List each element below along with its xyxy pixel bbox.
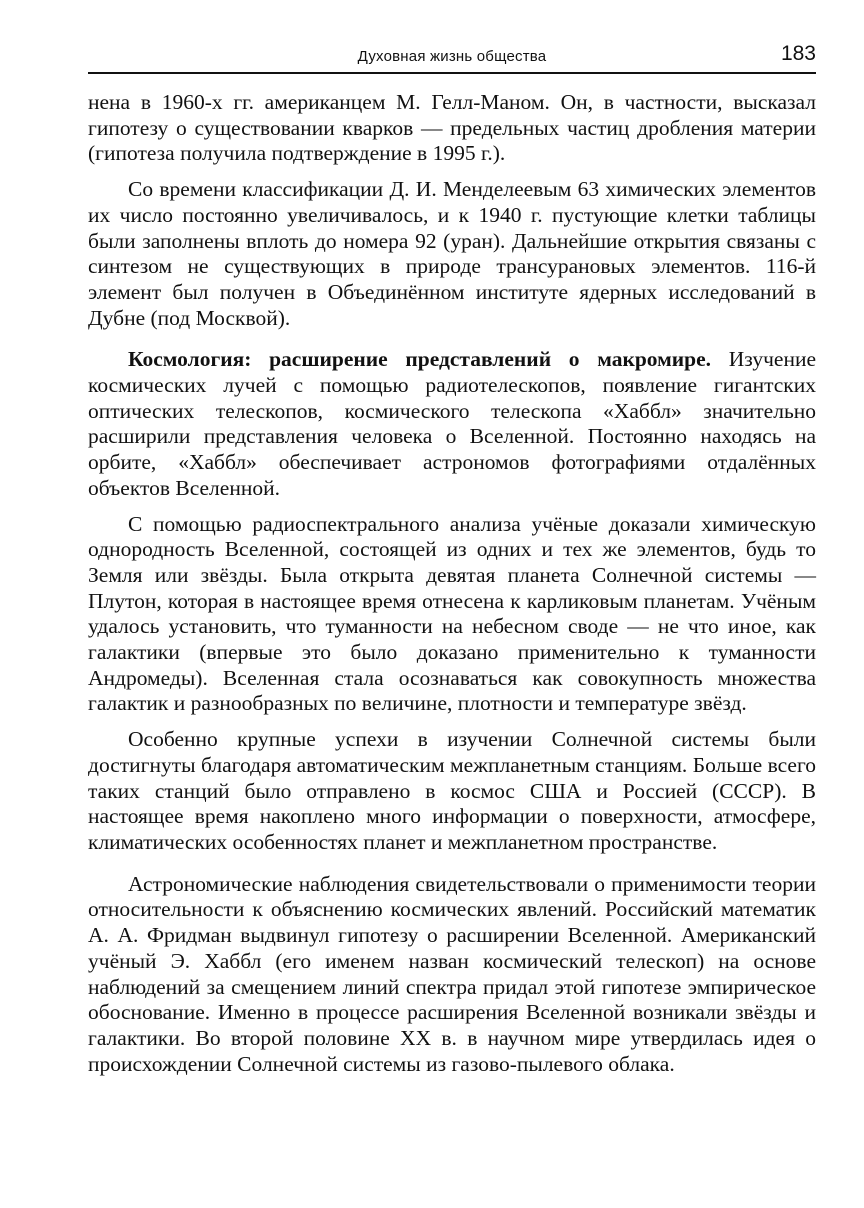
body-text xyxy=(88,90,816,1077)
paragraph-text: Со времени классификации Д. И. Менделеевым 63 химических элементов их число постоянно увеличивалось, и к 1940 г. пустующие клетки таблицы были заполнены вплоть до номера 92 (уран). Дальнейшие открытия связаны с синтезом не существующих в природе трансурановых элементов. 116-й элемент был получен в Объединённом институте ядерных исследований в Дубне (под Москвой). xyxy=(88,177,816,330)
paragraph-quarks-continuation xyxy=(88,90,816,167)
paragraph-spectral-analysis xyxy=(88,512,816,718)
paragraph-text: Изучение космических лучей с помощью радиотелескопов, появление гигантских оптических телескопов, космического телескопа «Хаббл» значительно расширили представления человека о Вселенной. Постоянно находясь на орбите, «Хаббл» обеспечивает астрономов фотографиями отдалённых объектов Вселенной. xyxy=(88,347,816,500)
running-title: Духовная жизнь общества xyxy=(357,48,547,65)
paragraph-text: Особенно крупные успехи в изучении Солнечной системы были достигнуты благодаря автоматическим межпланетным станциям. Больше всего таких станций было отправлено в космос США и Россией (СССР). В настоящее время накоплено много информации о поверхности, атмосфере, климатических особенностях планет и межпланетном пространстве. xyxy=(88,727,816,854)
paragraph-text: Астрономические наблюдения свидетельствовали о применимости теории относительности к объяснению космических явлений. Российский математик А. А. Фридман выдвинул гипотезу о расширении Вселенной. Американский учёный Э. Хаббл (его именем назван космический телескоп) на основе наблюдений за смещением линий спектра придал этой гипотезе эмпирическое обоснование. Именно в процессе расширения Вселенной возникали звёзды и галактики. Во второй половине XX в. в научном мире утвердилась идея о происхождении Солнечной системы из газово-пылевого облака. xyxy=(88,871,816,1076)
page-number: 183 xyxy=(780,42,816,65)
paragraph-mendeleev xyxy=(88,177,816,331)
running-header xyxy=(88,38,816,74)
paragraph-text: нена в 1960-х гг. американцем М. Гелл-Маном. Он, в частности, высказал гипотезу о существовании кварков — предельных частиц дробления материи (гипотеза получила подтверждение в 1995 г.). xyxy=(88,90,816,166)
section-heading-cosmology: Космология: расширение представлений о макромире. xyxy=(128,347,712,372)
paragraph-astronomical-observations xyxy=(88,872,816,1078)
book-page xyxy=(88,38,816,1077)
paragraph-text: С помощью радиоспектрального анализа учёные доказали химическую однородность Вселенной, состоящей из одних и тех же элементов, будь то Земля или звёзды. Была открыта девятая планета Солнечной системы — Плутон, которая в настоящее время отнесена к карликовым планетам. Учёным удалось установить, что туманности на небесном своде — не что иное, как галактики (впервые это было доказано применительно к туманности Андромеды). Вселенная стала осознаваться как совокупность множества галактик и разнообразных по величине, плотности и температуре звёзд. xyxy=(88,511,816,716)
paragraph-solar-system xyxy=(88,727,816,856)
paragraph-cosmology xyxy=(88,347,816,501)
